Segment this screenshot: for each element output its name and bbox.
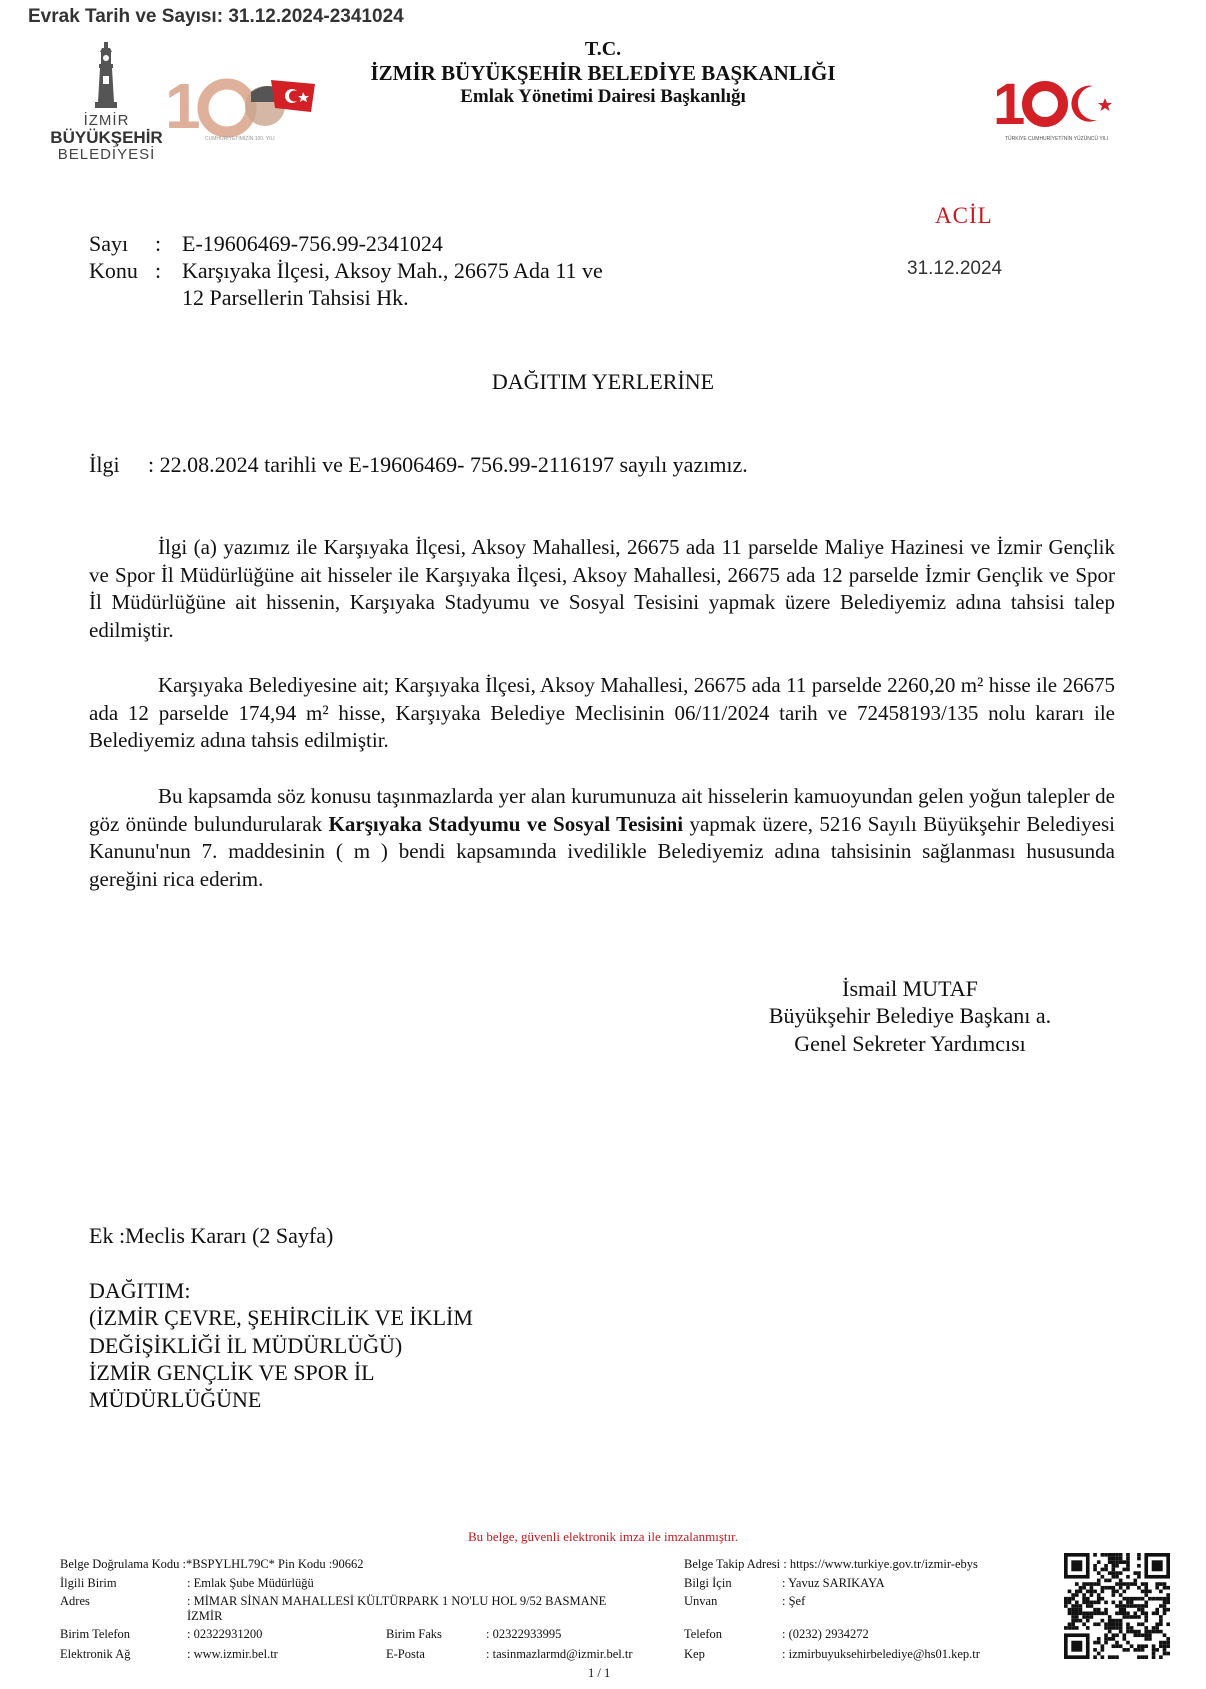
unit-fax-value: : 02322933995 — [486, 1627, 562, 1641]
unit-label: İlgili Birim — [60, 1576, 117, 1590]
email-label: E-Posta — [386, 1647, 425, 1661]
distribution-line-2: DEĞİŞİKLİĞİ İL MÜDÜRLÜĞÜ) — [89, 1333, 403, 1358]
body-paragraph-2: Karşıyaka Belediyesine ait; Karşıyaka İlçesi, Aksoy Mahallesi, 26675 ada 11 parselde 2260,20 m² hisse ile 26675 ada 12 parselde 174,94 m² hisse, Karşıyaka Belediye Meclisinin 06/11/2024 tarih ve 72458193/135 nolu kararı ile Belediyemiz adına tahsis edilmiştir. — [89, 673, 1115, 752]
address-value-1: : MİMAR SİNAN MAHALLESİ KÜLTÜRPARK 1 NO'LU HOL 9/52 BASMANE — [187, 1594, 607, 1608]
sayi-value: E-19606469-756.99-2341024 — [182, 231, 443, 256]
sayi-colon: : — [155, 231, 162, 256]
header-tc: T.C. — [584, 38, 622, 60]
document-stamp: Evrak Tarih ve Sayısı: 31.12.2024-2341024 — [28, 6, 404, 27]
logo-text-belediyesi: BELEDİYESİ — [57, 146, 156, 163]
centennial-caption-left: CUMHURİYETİMİZİN 100. YILI — [205, 136, 275, 142]
logo-text-buyuksehir: BÜYÜKŞEHİR — [50, 128, 163, 147]
body-paragraph-1: İlgi (a) yazımız ile Karşıyaka İlçesi, Aksoy Mahallesi, 26675 ada 11 parselde Maliye Hazinesi ve İzmir Gençlik ve Spor İl Müdürlüğüne ait hisseler ile Karşıyaka İlçesi, Aksoy Mahallesi, 26675 ada 12 parselde İzmir Gençlik ve Spor İl Müdürlüğüne ait hissenin, Karşıyaka Stadyumu ve Sosyal Tesisini yapmak üzere Belediyemiz adına tahsisi talep edilmiştir. — [89, 535, 1115, 642]
title-label: Unvan — [684, 1594, 718, 1608]
verification-code: Belge Doğrulama Kodu :*BSPYLHL79C* Pin Kodu :90662 — [60, 1557, 364, 1571]
header-department: Emlak Yönetimi Dairesi Başkanlığı — [460, 86, 746, 107]
logo-text-izmir: İZMİR — [83, 112, 130, 129]
distribution-line-1: (İZMİR ÇEVRE, ŞEHİRCİLİK VE İKLİM — [89, 1305, 473, 1330]
urgency-label: ACİL — [935, 203, 993, 228]
telephone-label: Telefon — [684, 1627, 722, 1641]
title-value: : Şef — [782, 1594, 806, 1608]
konu-label: Konu — [89, 258, 138, 283]
unit-fax-label: Birim Faks — [386, 1627, 442, 1641]
distribution-line-3: İZMİR GENÇLİK VE SPOR İL — [89, 1360, 375, 1385]
esignature-note: Bu belge, güvenli elektronik imza ile imzalanmıştır. — [467, 1529, 739, 1544]
unit-phone-value: : 02322931200 — [187, 1627, 263, 1641]
unit-value: : Emlak Şube Müdürlüğü — [187, 1576, 314, 1590]
svg-text:1: 1 — [165, 70, 201, 142]
signatory-name: İsmail MUTAF — [842, 976, 978, 1001]
signatory-title-2: Genel Sekreter Yardımcısı — [794, 1031, 1026, 1056]
kep-value[interactable]: : izmirbuyuksehirbelediye@hs01.kep.tr — [782, 1647, 980, 1661]
qr-code-icon — [1064, 1553, 1170, 1659]
page-number: 1 / 1 — [588, 1666, 611, 1680]
kep-label: Kep — [684, 1647, 705, 1661]
konu-colon: : — [155, 258, 162, 283]
tracking-address[interactable]: Belge Takip Adresi : https://www.turkiye.gov.tr/izmir-ebys — [684, 1557, 978, 1571]
ilgi-value: : 22.08.2024 tarihli ve E-19606469- 756.99-2116197 sayılı yazımız. — [148, 452, 748, 477]
distribution-title: DAĞITIM: — [89, 1278, 191, 1303]
website-value[interactable]: : www.izmir.bel.tr — [187, 1647, 278, 1661]
svg-text:1: 1 — [993, 74, 1026, 137]
header-institution: İZMİR BÜYÜKŞEHİR BELEDİYE BAŞKANLIĞI — [370, 61, 836, 85]
centennial-caption-right: TÜRKİYE CUMHURİYETİ'NİN YÜZÜNCÜ YILI — [1005, 136, 1109, 142]
attachment-note: Ek :Meclis Kararı (2 Sayfa) — [89, 1223, 334, 1248]
body-paragraph-3 — [89, 783, 1115, 893]
paragraph-3-bold: Karşıyaka Stadyumu ve Sosyal Tesisini — [328, 811, 684, 836]
address-value-2: İZMİR — [187, 1609, 223, 1623]
unit-phone-label: Birim Telefon — [60, 1627, 131, 1641]
website-label: Elektronik Ağ — [60, 1647, 131, 1661]
ilgi-label: İlgi — [89, 452, 120, 477]
info-value: : Yavuz SARIKAYA — [782, 1576, 885, 1590]
document-date: 31.12.2024 — [907, 258, 1003, 279]
konu-line1: Karşıyaka İlçesi, Aksoy Mah., 26675 Ada 11 ve — [182, 258, 603, 283]
sayi-label: Sayı — [89, 231, 129, 256]
paragraph-3-text-b: yapmak üzere, 5216 Sayılı Büyükşehir Belediyesi Kanunu'nun 7. maddesinin ( m ) bendi kapsamında ivedilikle Belediyemiz adına tahsisinin sağlanması hususunda gereğini rica ederim. — [89, 811, 1115, 891]
info-label: Bilgi İçin — [684, 1576, 732, 1590]
recipient-title: DAĞITIM YERLERİNE — [491, 369, 715, 394]
distribution-line-4: MÜDÜRLÜĞÜNE — [89, 1387, 262, 1412]
konu-line2: 12 Parsellerin Tahsisi Hk. — [182, 285, 409, 310]
telephone-value: : (0232) 2934272 — [782, 1627, 869, 1641]
address-label: Adres — [60, 1594, 90, 1608]
paragraph-3-text-a: Bu kapsamda söz konusu taşınmazlarda yer alan kurumunuza ait hisselerin kamuoyundan gelen yoğun talepler de göz önünde bulundurularak — [89, 784, 1115, 836]
signatory-title-1: Büyükşehir Belediye Başkanı a. — [768, 1003, 1052, 1028]
email-value[interactable]: : tasinmazlarmd@izmir.bel.tr — [486, 1647, 633, 1661]
